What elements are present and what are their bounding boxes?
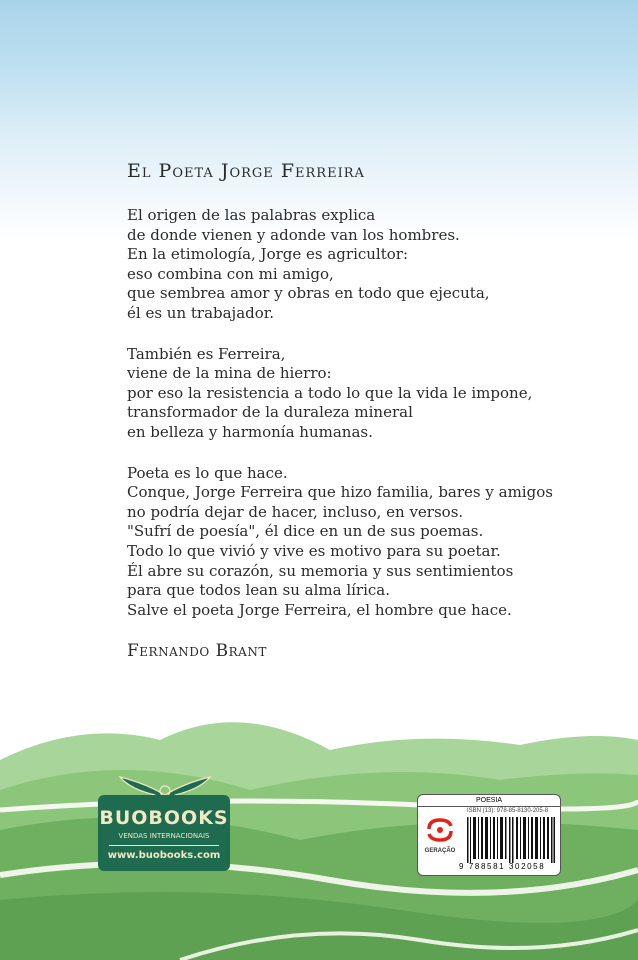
author-name: Fernando Brant (127, 641, 267, 662)
logo-divider (109, 845, 219, 846)
poem-line: para que todos lean su alma lírica. (127, 581, 391, 600)
barcode-label (417, 794, 561, 876)
stanza-1 (127, 206, 607, 324)
poem-title: El Poeta Jorge Ferreira (127, 160, 365, 182)
poem-line: eso combina con mi amigo, (127, 264, 334, 283)
barcode-digits: 9 788581 302058 (459, 862, 546, 871)
poem-line: Salve el poeta Jorge Ferreira, el hombre que hace. (127, 600, 512, 619)
poem-line: En la etimología, Jorge es agricultor: (127, 245, 409, 264)
poem-text (127, 160, 607, 661)
publisher-logo (422, 817, 458, 857)
isbn-text: ISBN (13): 978-85-8130-205-8 (467, 808, 549, 814)
barcode-category: POESIA (418, 795, 560, 807)
logo-url: www.buobooks.com (107, 850, 221, 861)
poem-line: de donde vienen y adonde van los hombres. (127, 225, 460, 244)
stanza-3 (127, 464, 607, 621)
poem-line: Él abre su corazón, su memoria y sus sentimientos (127, 561, 514, 580)
poem-line: El origen de las palabras explica (127, 206, 376, 224)
logo-subtitle: VENDAS INTERNACIONAIS (118, 832, 210, 840)
logo-brand: BUOBOOKS (99, 807, 229, 829)
stanza-2 (127, 345, 607, 443)
poem-line: También es Ferreira, (127, 344, 286, 363)
poem-line: Conque, Jorge Ferreira que hizo familia, bares y amigos (127, 483, 553, 502)
poem-line: Todo lo que vivió y vive es motivo para su poetar. (127, 541, 501, 560)
poem-line: "Sufrí de poesía", él dice en un de sus poemas. (127, 522, 484, 541)
publisher-name: GERAÇÃO (424, 848, 456, 854)
poem-line: él es un trabajador. (127, 303, 275, 322)
poem-line: viene de la mina de hierro: (127, 364, 332, 383)
barcode-bars (467, 817, 555, 863)
buobooks-logo (98, 795, 230, 871)
poem-line: en belleza y harmonía humanas. (127, 422, 373, 441)
poem-line: Poeta es lo que hace. (127, 463, 288, 482)
poem-line: no podría dejar de hacer, incluso, en versos. (127, 502, 464, 521)
poem-line: que sembrea amor y obras en todo que ejecuta, (127, 284, 490, 303)
poem-line: por eso la resistencia a todo lo que la vida le impone, (127, 383, 533, 402)
poem-line: transformador de la duraleza mineral (127, 403, 413, 422)
geracao-arrows-icon (425, 817, 455, 843)
